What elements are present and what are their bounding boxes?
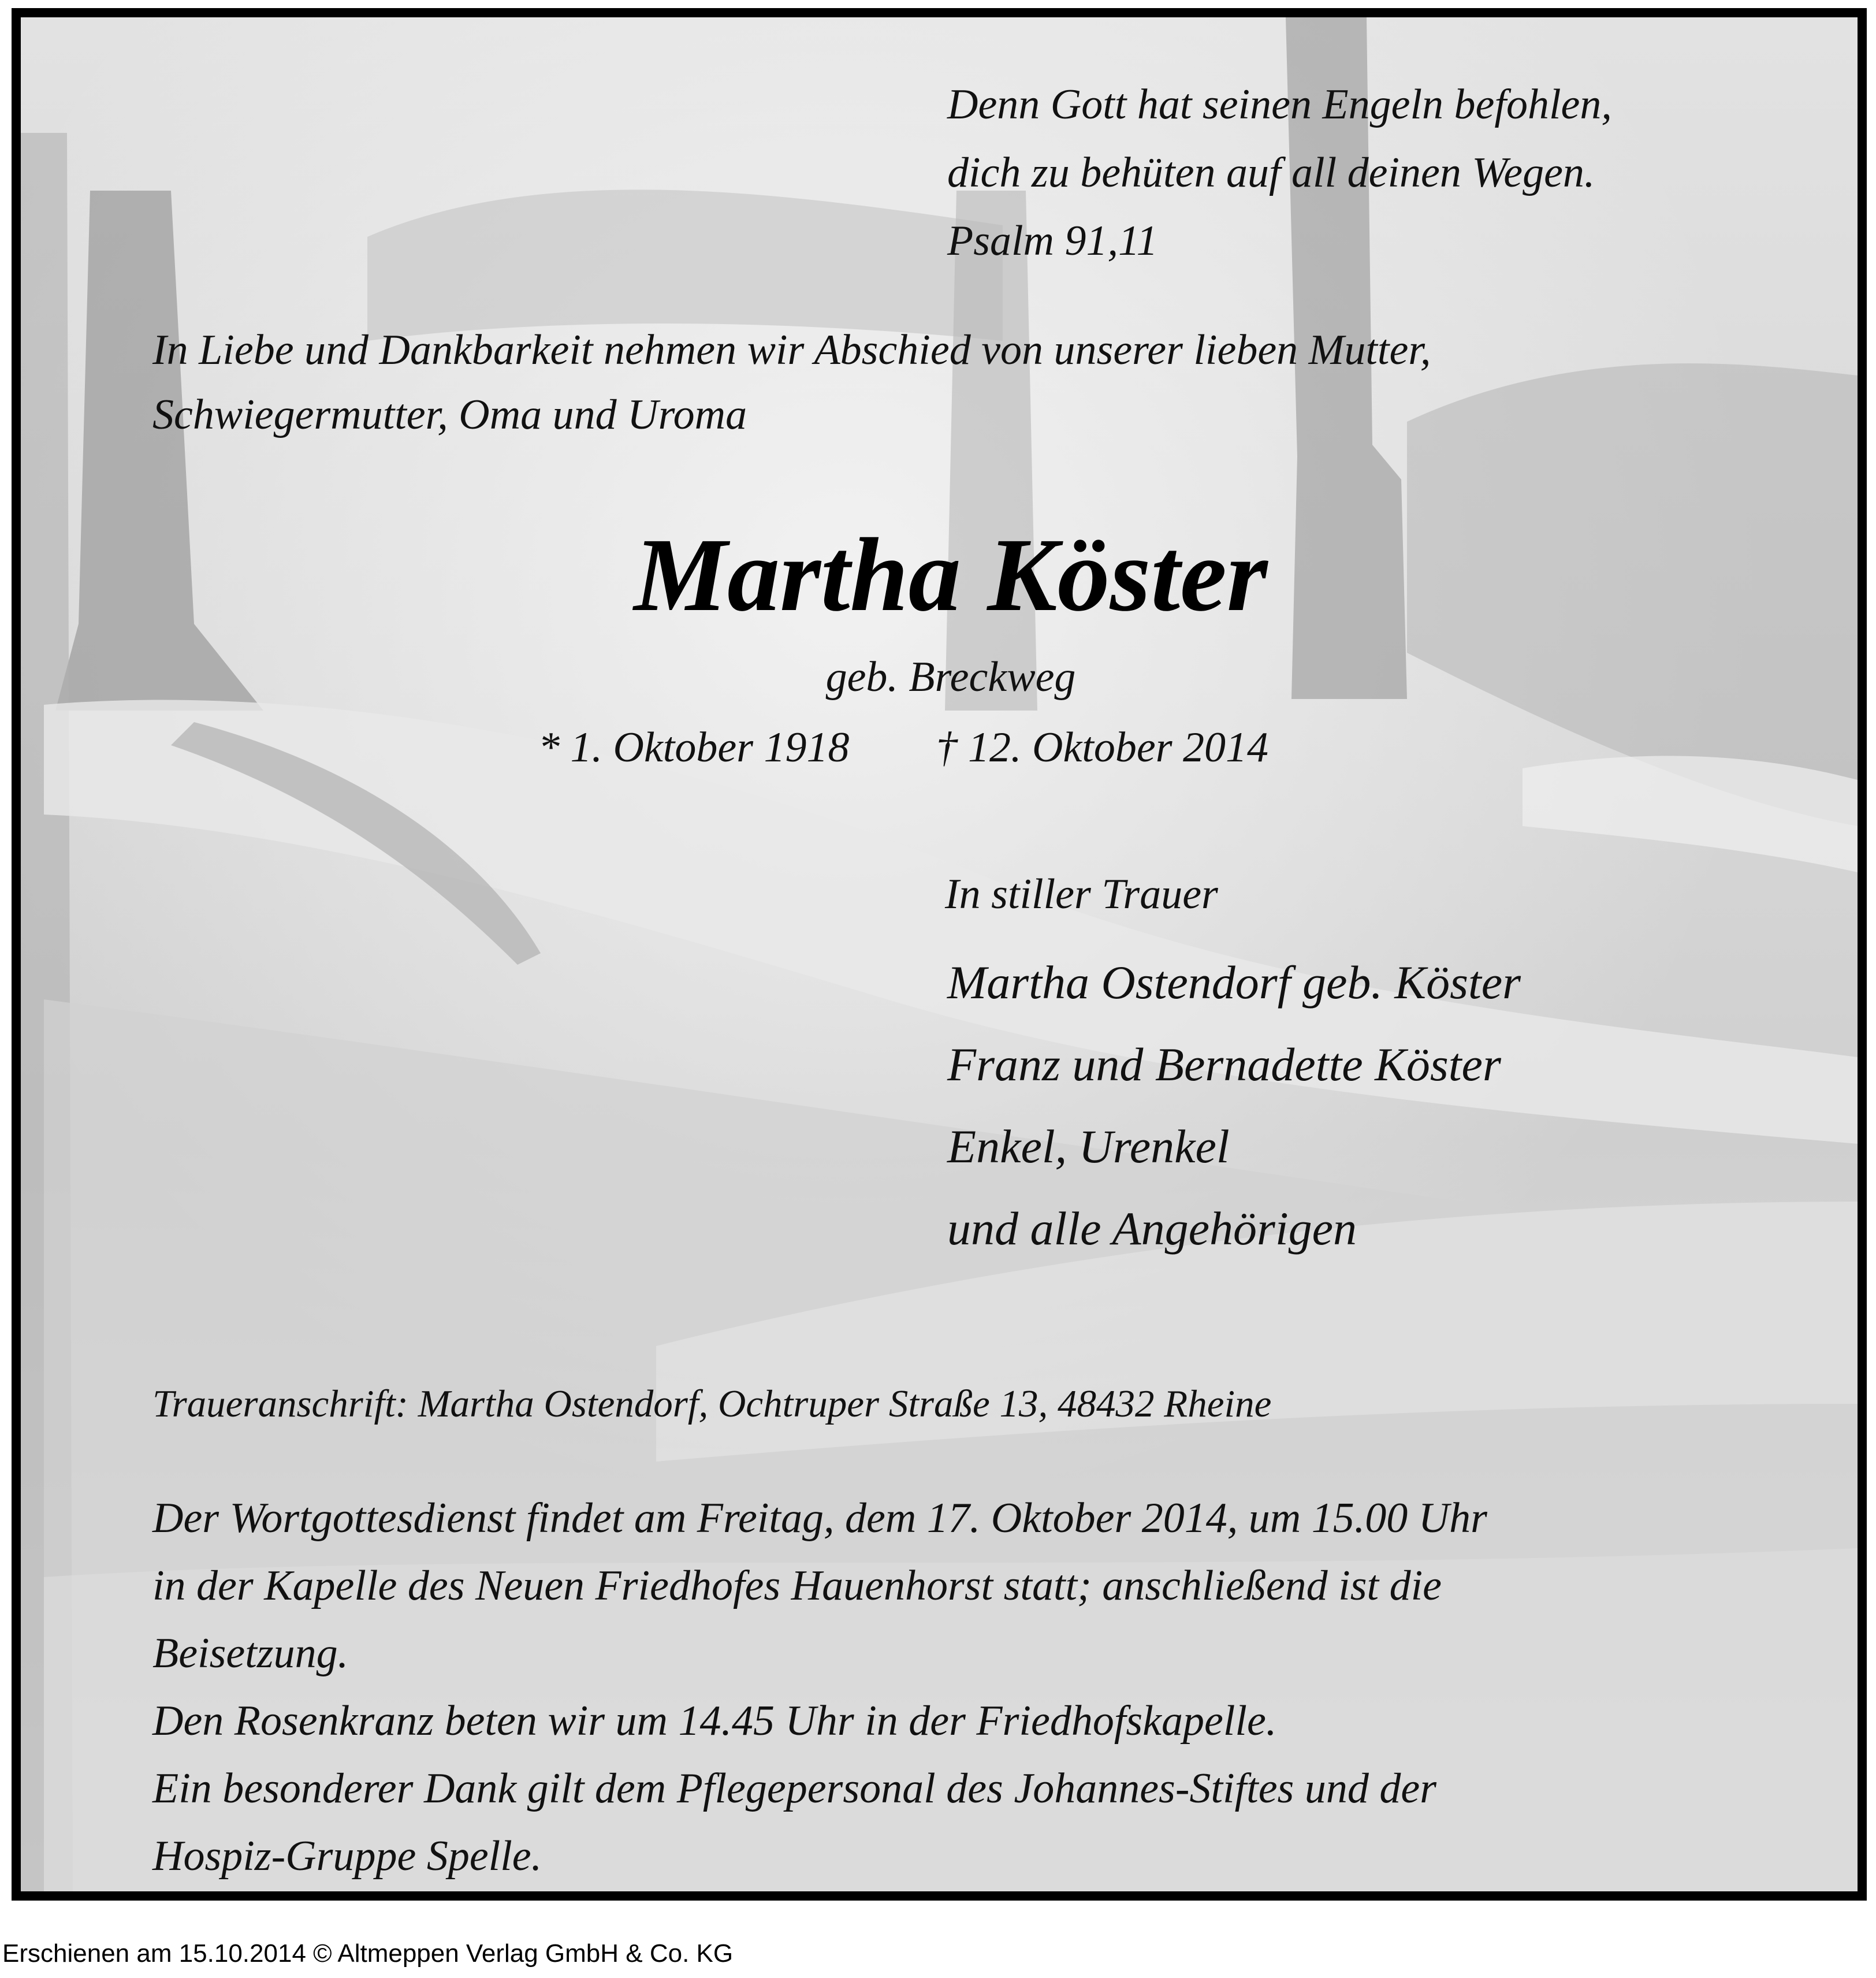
service-details [152,1485,1487,1890]
mourner-name: Enkel, Urenkel [947,1120,1230,1173]
mourning-heading: In stiller Trauer [945,871,1218,918]
intro-line: Schwiegermutter, Oma und Uroma [152,391,747,438]
intro-text [152,318,1431,447]
birth-date: * 1. Oktober 1918 [538,724,850,771]
service-line: Beisetzung. [152,1630,349,1677]
life-dates [538,719,1268,776]
service-line: Ein besonderer Dank gilt dem Pflegepersonal des Johannes-Stiftes und der [152,1765,1436,1812]
service-line: Der Wortgottesdienst findet am Freitag, dem 17. Oktober 2014, um 15.00 Uhr [152,1494,1487,1542]
obituary-frame [12,8,1867,1901]
mourner-name: und alle Angehörigen [947,1202,1357,1255]
service-line: Hospiz-Gruppe Spelle. [152,1832,542,1880]
intro-line: In Liebe und Dankbarkeit nehmen wir Abschied von unserer lieben Mutter, [152,326,1431,374]
deceased-name: Martha Köster [634,517,1268,633]
mourner-name: Franz und Bernadette Köster [947,1038,1501,1091]
psalm-verse [947,70,1612,275]
psalm-reference: Psalm 91,11 [947,217,1158,265]
mourning-address: Traueranschrift: Martha Ostendorf, Ochtruper Straße 13, 48432 Rheine [152,1382,1272,1425]
psalm-line: dich zu behüten auf all deinen Wegen. [947,149,1595,196]
death-date: † 12. Oktober 2014 [936,724,1268,771]
psalm-line: Denn Gott hat seinen Engeln befohlen, [947,81,1612,128]
birth-name: geb. Breckweg [825,653,1076,701]
mourner-name: Martha Ostendorf geb. Köster [947,956,1521,1009]
publication-footer: Erschienen am 15.10.2014 © Altmeppen Verlag GmbH & Co. KG [2,1939,734,1968]
mourners-list [947,942,1521,1270]
service-line: in der Kapelle des Neuen Friedhofes Hauenhorst statt; anschließend ist die [152,1562,1442,1609]
service-line: Den Rosenkranz beten wir um 14.45 Uhr in der Friedhofskapelle. [152,1697,1277,1745]
